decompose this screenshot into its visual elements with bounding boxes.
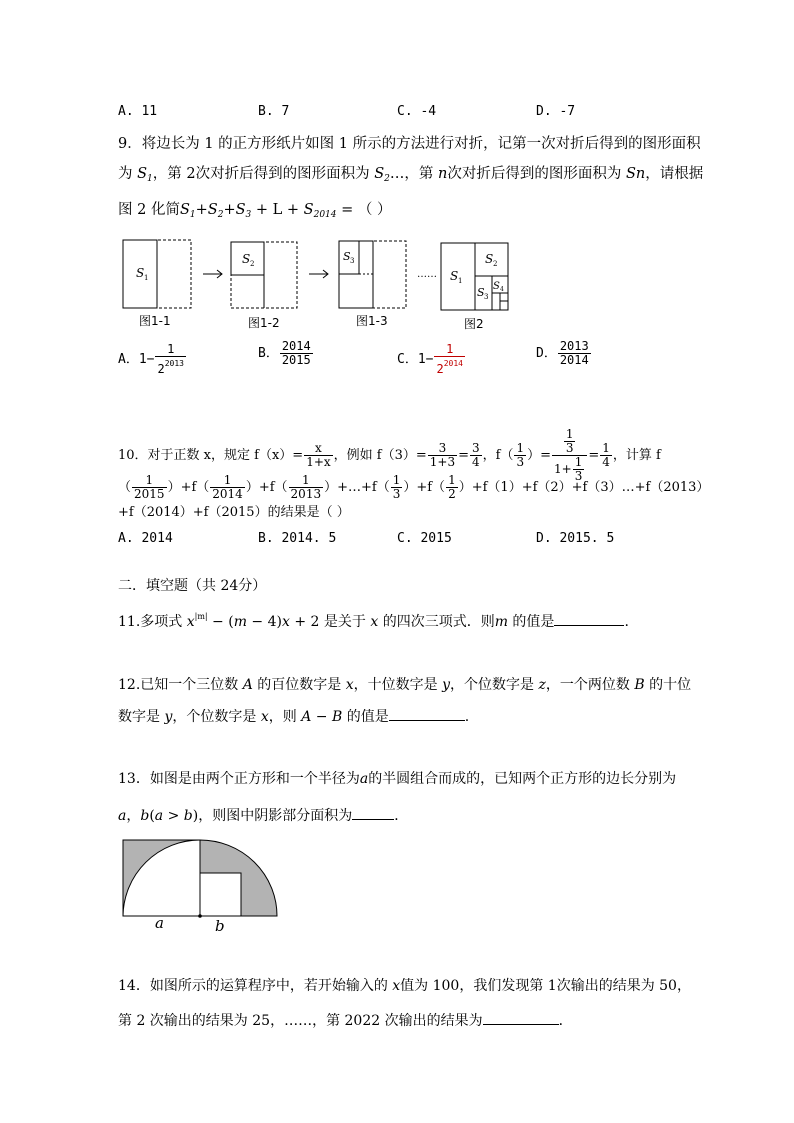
svg-text:S: S bbox=[136, 266, 145, 280]
svg-text:3: 3 bbox=[350, 257, 355, 265]
q13-label-a: a bbox=[155, 914, 164, 932]
q13-figure bbox=[118, 836, 288, 936]
q11-answer-blank[interactable] bbox=[554, 611, 624, 626]
q8-option-d: D. -7 bbox=[536, 104, 576, 119]
q10-line2: （ $\frac{1}{2015}$ ）+f（ $\frac{1}{2014}$ ）+f（ $\frac{1}{2013}$ ）+…+f（ $\frac{1}{3}$ ）+f（ $\frac{1}{2}$ ）+f（1）+f（2）+f（3）…+f（2013） bbox=[118, 473, 710, 501]
q14-answer-blank[interactable] bbox=[483, 1010, 559, 1025]
q10-option-a: A. 2014 bbox=[118, 531, 173, 546]
q13-line2: a，b(a > b)，则图中阴影部分面积为 ． bbox=[118, 805, 408, 826]
svg-text:……: …… bbox=[417, 269, 437, 280]
svg-text:S: S bbox=[242, 252, 251, 266]
svg-text:S: S bbox=[477, 286, 485, 299]
svg-text:2: 2 bbox=[250, 260, 255, 268]
q9-option-c: C．1− $\frac{1}{2^{2014}}$ bbox=[397, 342, 463, 376]
fig-label-1-1: 图1-1 bbox=[139, 314, 171, 328]
q12-answer-blank[interactable] bbox=[389, 706, 465, 721]
q13-label-b: b bbox=[215, 917, 225, 935]
svg-text:S: S bbox=[493, 281, 500, 292]
q9-line2: 为 $S_1$，第 2次对折后得到的图形面积为 $S_2\dots$，第 n次对折后得到的图形面积为 Sn，请根据 bbox=[118, 166, 704, 184]
q12-line2: 数字是 y，个位数字是 x，则 A − B 的值是 . bbox=[118, 706, 469, 727]
q14-line2: 第 2 次输出的结果为 25，……，第 2022 次输出的结果为 ． bbox=[118, 1010, 573, 1031]
svg-text:1: 1 bbox=[458, 277, 463, 285]
q9-option-b: B． $\frac{2014}{2015}$ bbox=[258, 339, 311, 367]
q10-option-c: C. 2015 bbox=[397, 531, 452, 546]
q12-line1: 12.已知一个三位数 A 的百位数字是 x，十位数字是 y，个位数字是 z，一个两位数 B 的十位 bbox=[118, 677, 692, 693]
svg-text:2: 2 bbox=[493, 260, 498, 268]
q11: 11.多项式 $x^{|m|} - (m - 4)x + 2$ 是关于 x 的四次三项式．则m 的值是 . bbox=[118, 612, 629, 630]
section-heading: 二．填空题（共 24分） bbox=[118, 578, 267, 594]
q10-line3: +f（2014）+f（2015）的结果是（ ） bbox=[118, 505, 350, 520]
fig-label-2: 图2 bbox=[464, 317, 484, 331]
q8-option-c: C. -4 bbox=[397, 104, 437, 119]
fig-label-1-3: 图1-3 bbox=[356, 314, 388, 328]
q9-figure bbox=[110, 232, 520, 332]
q13-line1: 13．如图是由两个正方形和一个半径为a的半圆组合而成的，已知两个正方形的边长分别为 bbox=[118, 771, 677, 787]
q10-line1: 10．对于正数 x，规定 f（x）= $\frac{x}{1+x}$ ，例如 f（3）= $\frac{3}{1+3}$ = $\frac{3}{4}$ ，f（ $\frac{1}{3}$ ）= $\frac{1}{3}$ 1+ $\frac{1}{3}$ = $\frac{1}{4}$ ，计算 f bbox=[118, 427, 661, 483]
q9-option-d: D． $\frac{2013}{2014}$ bbox=[536, 339, 589, 367]
q13-answer-blank[interactable] bbox=[352, 805, 394, 820]
q9-line1: 9．将边长为 1 的正方形纸片如图 1 所示的方法进行对折，记第一次对折后得到的图形面积 bbox=[118, 136, 701, 152]
svg-text:S: S bbox=[343, 250, 351, 263]
svg-text:3: 3 bbox=[484, 293, 489, 301]
q8-option-a: A. 11 bbox=[118, 104, 158, 119]
svg-text:1: 1 bbox=[144, 274, 149, 282]
svg-text:4: 4 bbox=[500, 286, 504, 293]
svg-text:S: S bbox=[450, 269, 459, 283]
q10-option-b: B. 2014. 5 bbox=[258, 531, 337, 546]
q14-line1: 14．如图所示的运算程序中，若开始输入的 x值为 100，我们发现第 1次输出的结果为 50， bbox=[118, 978, 691, 994]
fig-label-1-2: 图1-2 bbox=[248, 316, 280, 330]
q10-option-d: D. 2015. 5 bbox=[536, 531, 615, 546]
svg-text:S: S bbox=[485, 252, 494, 266]
q8-option-b: B. 7 bbox=[258, 104, 290, 119]
q9-line3: 图 2 化简$S_1+S_2+S_3 + L + S_{2014}$ = （ ） bbox=[118, 202, 392, 220]
q9-option-a: A．1− $\frac{1}{2^{2013}}$ bbox=[118, 342, 184, 376]
